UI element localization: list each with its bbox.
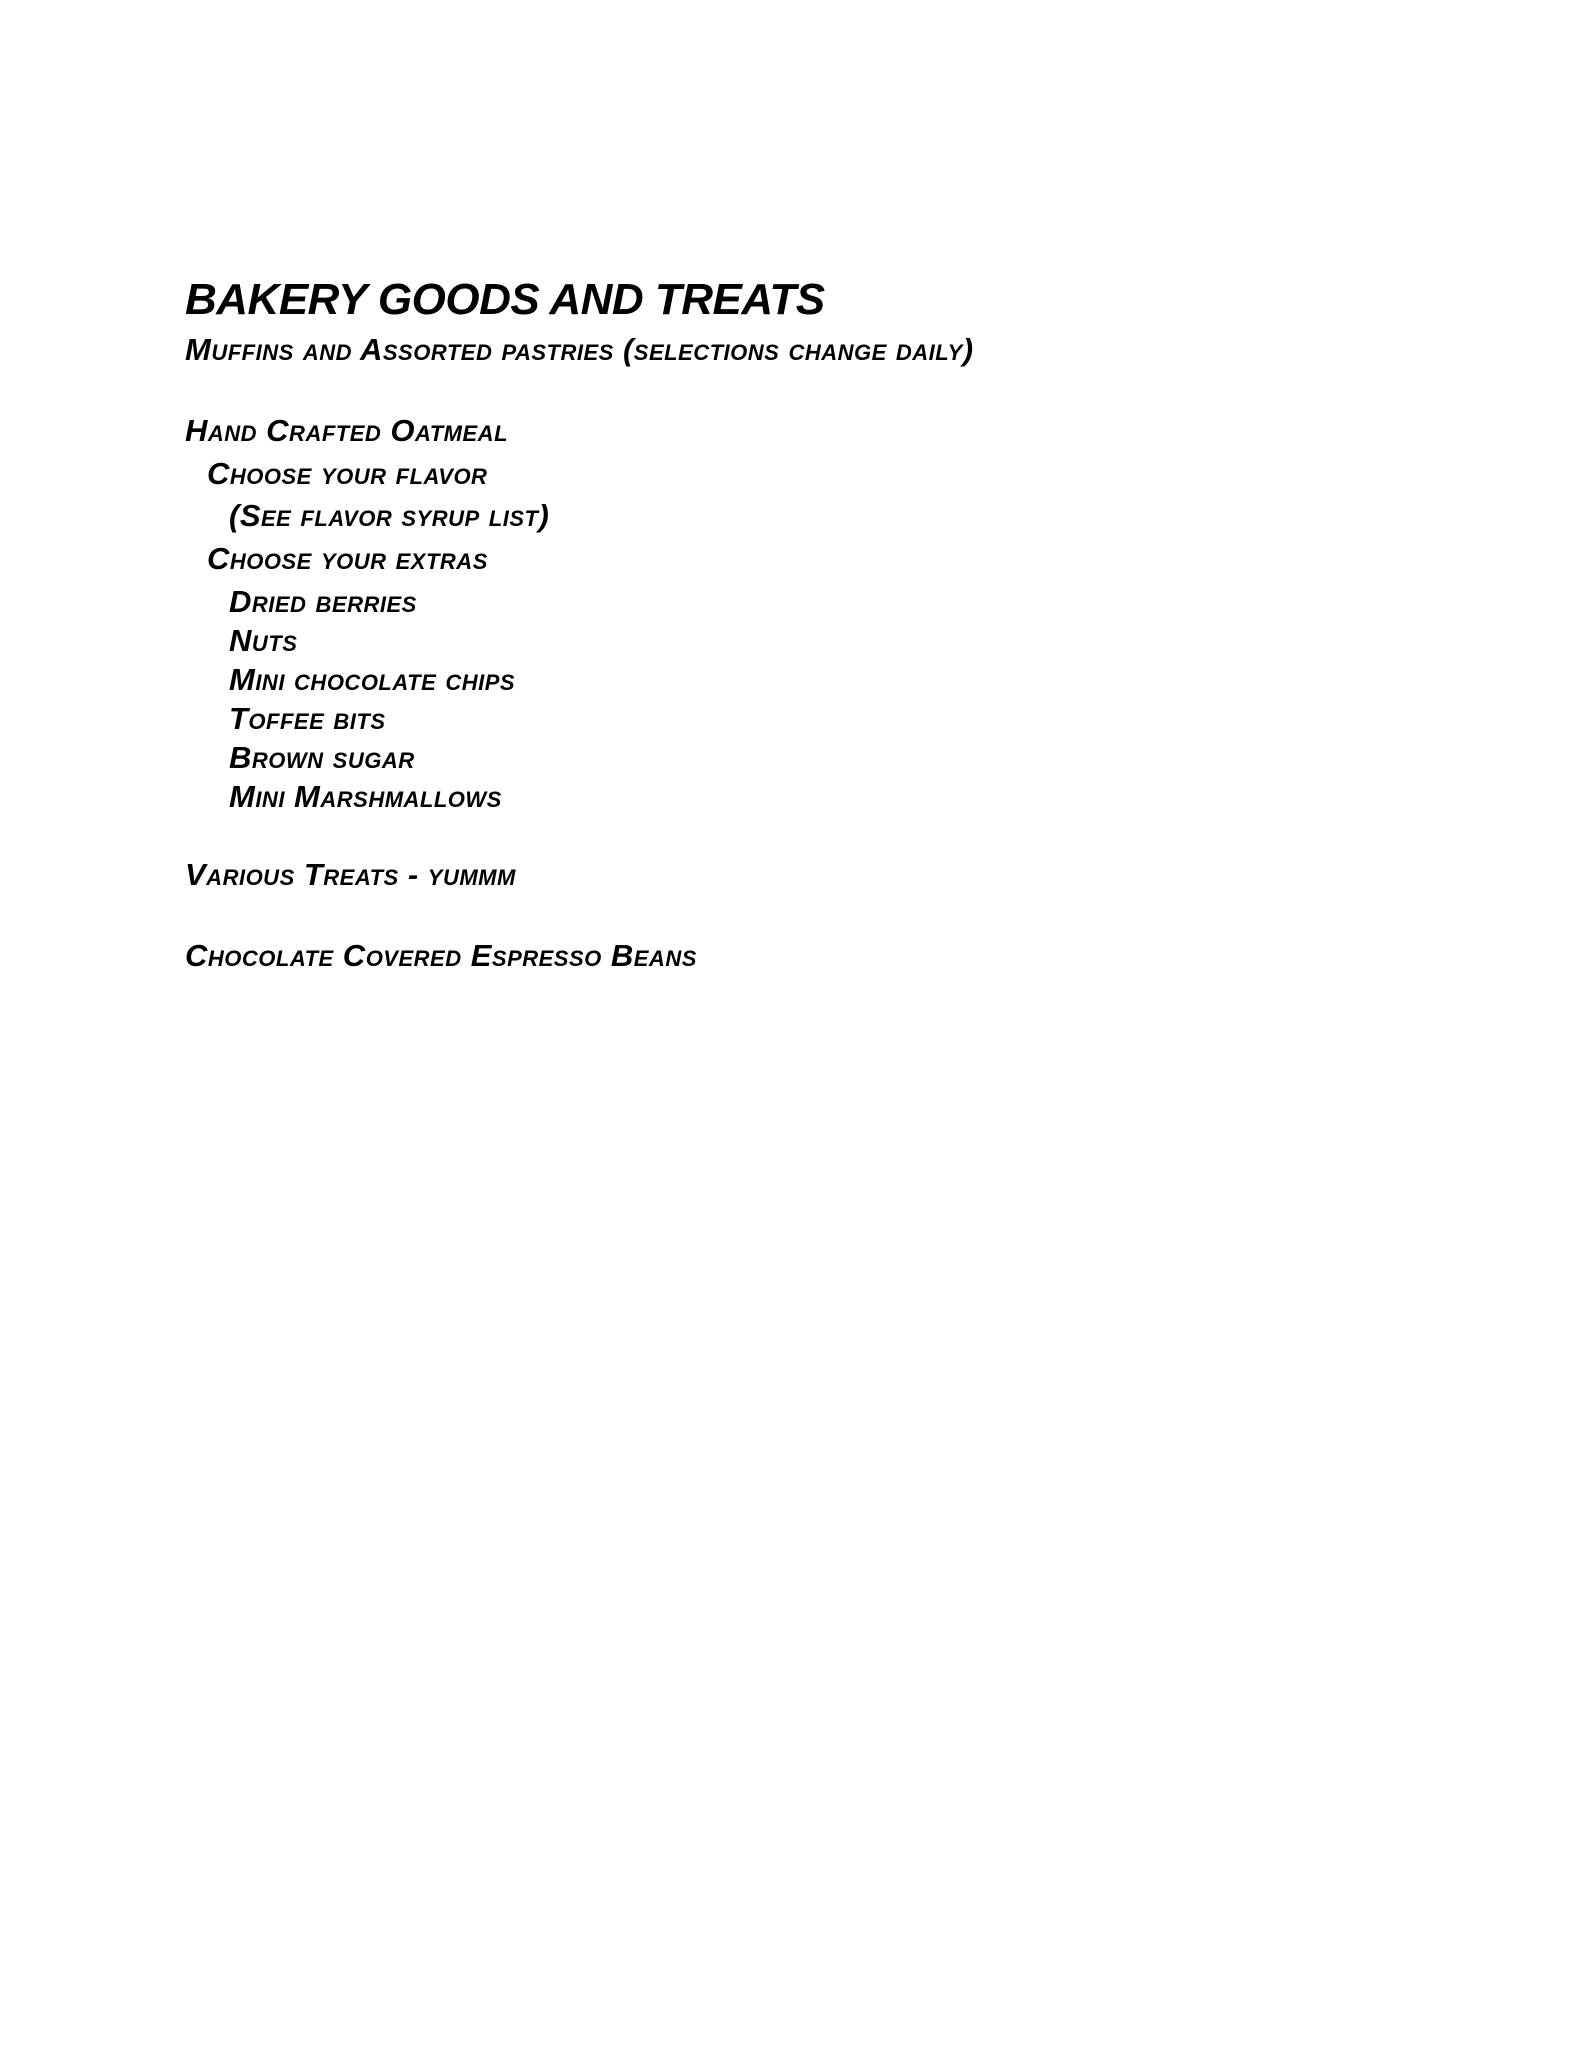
extra-item: Nuts [229, 623, 298, 658]
extra-item: Toffee bits [229, 701, 386, 736]
espresso-beans-line: Chocolate Covered Espresso Beans [185, 938, 697, 973]
menu-title: BAKERY GOODS AND TREATS [185, 275, 825, 324]
oatmeal-heading: Hand Crafted Oatmeal [185, 413, 509, 448]
flavor-note: (See flavor syrup list) [229, 498, 550, 533]
treats-line: Various Treats - yummm [185, 857, 516, 892]
extra-item: Dried berries [229, 584, 417, 619]
extra-item: Brown sugar [229, 740, 415, 775]
muffins-pastries-line: Muffins and Assorted pastries (selections change daily) [185, 332, 974, 367]
extra-item: Mini Marshmallows [229, 779, 502, 814]
flavor-heading: Choose your flavor [207, 456, 488, 491]
extras-heading: Choose your extras [207, 541, 488, 576]
extra-item: Mini chocolate chips [229, 662, 516, 697]
